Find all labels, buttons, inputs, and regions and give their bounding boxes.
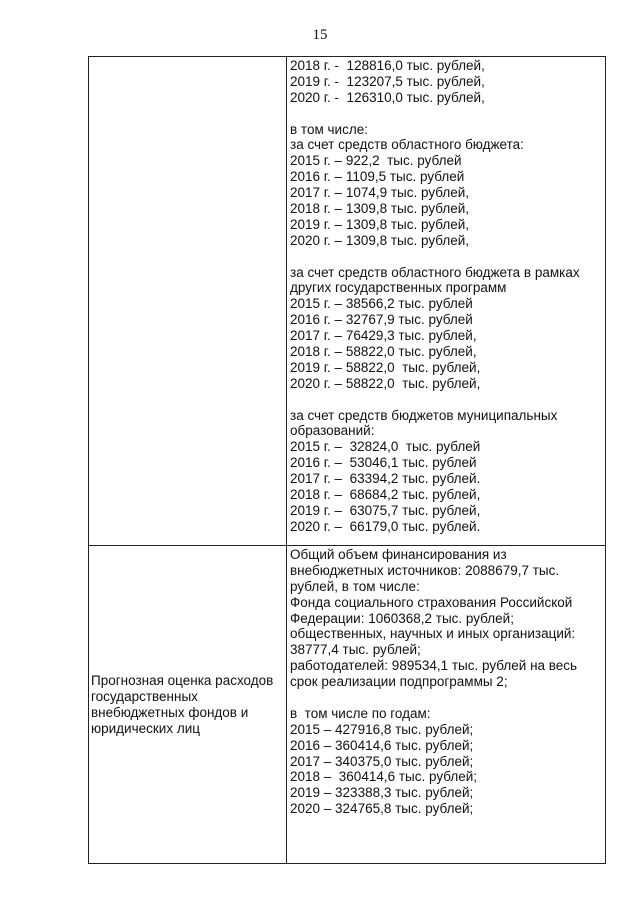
total-year-2020: 2020 г. - 126310,0 тыс. рублей, (290, 89, 485, 105)
extrabudgetary-text-8: работодателей: 989534,1 тыс. рублей на весь (290, 658, 578, 674)
municipal-heading-2: образований: (290, 423, 375, 439)
total-year-2018: 2018 г. - 128816,0 тыс. рублей, (290, 58, 485, 73)
extrabudgetary-year-2019: 2019 – 323388,3 тыс. рублей; (290, 785, 474, 801)
regional-other-year-2017: 2017 г. – 76429,3 тыс. рублей, (290, 328, 477, 344)
extrabudgetary-text-2: внебюджетных источников: 2088679,7 тыс. (290, 562, 560, 578)
regional-other-year-2015: 2015 г. – 38566,2 тыс. рублей (290, 296, 473, 312)
extrabudgetary-year-2016: 2016 – 360414,6 тыс. рублей; (290, 737, 474, 753)
funding-sources-cell (287, 57, 606, 546)
extrabudgetary-year-2020: 2020 – 324765,8 тыс. рублей; (290, 801, 474, 817)
extrabudgetary-label: Прогнозная оценка расходов государственных внебюджетных фондов и юридических лиц (89, 546, 287, 864)
extrabudgetary-text-6: общественных, научных и иных организаций: (290, 626, 576, 642)
municipal-year-2019: 2019 г. – 63075,7 тыс. рублей, (290, 502, 481, 518)
by-year-heading: в том числе по годам: (290, 705, 431, 721)
funding-table (88, 56, 606, 864)
regional-other-year-2020: 2020 г. – 58822,0 тыс. рублей, (290, 375, 481, 391)
extrabudgetary-cell (287, 546, 606, 864)
regional-year-2016: 2016 г. – 1109,5 тыс. рублей (290, 169, 465, 185)
regional-year-2017: 2017 г. – 1074,9 тыс. рублей, (290, 185, 470, 201)
regional-other-year-2016: 2016 г. – 32767,9 тыс. рублей (290, 312, 473, 328)
municipal-heading-1: за счет средств бюджетов муниципальных (290, 407, 558, 423)
regional-budget-heading: за счет средств областного бюджета: (290, 137, 524, 153)
regional-other-year-2018: 2018 г. – 58822,0 тыс. рублей, (290, 344, 477, 360)
extrabudgetary-text-5: Федерации: 1060368,2 тыс. рублей; (290, 610, 514, 626)
extrabudgetary-text-9: срок реализации подпрограммы 2; (290, 674, 508, 690)
regional-other-year-2019: 2019 г. – 58822,0 тыс. рублей, (290, 359, 481, 375)
extrabudgetary-text-3: рублей, в том числе: (290, 578, 420, 594)
including-label: в том числе: (290, 121, 368, 137)
extrabudgetary-year-2015: 2015 – 427916,8 тыс. рублей; (290, 721, 474, 737)
municipal-year-2015: 2015 г. – 32824,0 тыс. рублей (290, 439, 481, 455)
regional-other-heading-2: других государственных программ (290, 280, 507, 296)
regional-year-2018: 2018 г. – 1309,8 тыс. рублей, (290, 201, 470, 217)
municipal-year-2016: 2016 г. – 53046,1 тыс. рублей (290, 455, 477, 471)
regional-year-2015: 2015 г. – 922,2 тыс. рублей (290, 153, 462, 169)
table-row (89, 546, 606, 864)
regional-year-2019: 2019 г. – 1309,8 тыс. рублей, (290, 216, 470, 232)
extrabudgetary-year-2017: 2017 – 340375,0 тыс. рублей; (290, 753, 474, 769)
empty-label-cell (89, 57, 287, 546)
municipal-year-2018: 2018 г. – 68684,2 тыс. рублей, (290, 487, 481, 503)
municipal-year-2017: 2017 г. – 63394,2 тыс. рублей. (290, 471, 481, 487)
municipal-year-2020: 2020 г. – 66179,0 тыс. рублей. (290, 518, 481, 534)
total-year-2019: 2019 г. - 123207,5 тыс. рублей, (290, 73, 485, 89)
extrabudgetary-year-2018: 2018 – 360414,6 тыс. рублей; (290, 769, 478, 785)
extrabudgetary-text-4: Фонда социального страхования Российской (290, 594, 573, 610)
extrabudgetary-text-1: Общий объем финансирования из (290, 547, 507, 562)
page-number: 15 (312, 27, 328, 43)
table-row (89, 57, 606, 546)
extrabudgetary-text-7: 38777,4 тыс. рублей; (290, 642, 421, 658)
regional-other-heading-1: за счет средств областного бюджета в рамках (290, 264, 580, 280)
regional-year-2020: 2020 г. – 1309,8 тыс. рублей, (290, 232, 470, 248)
